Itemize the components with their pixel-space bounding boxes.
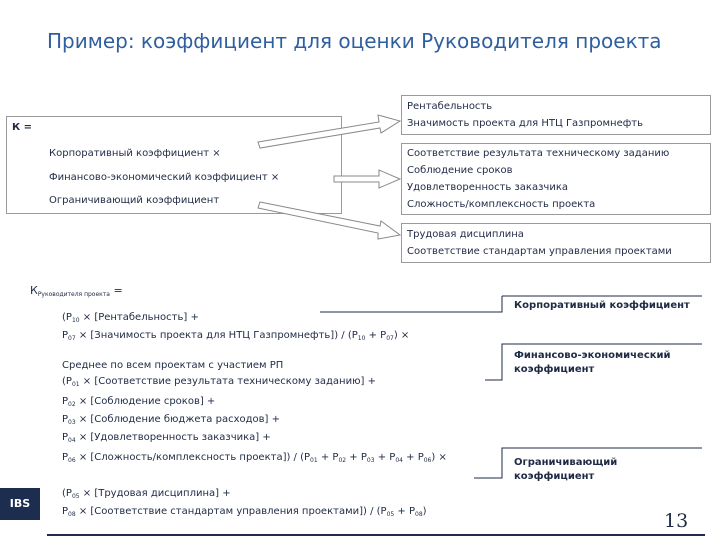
label-limiting-coefficient-2: коэффициент — [514, 471, 595, 482]
k-label: К = — [12, 122, 33, 133]
box-item-standards: Соответствие стандартам управления проектами — [407, 246, 672, 257]
limiting-coefficient-line: Ограничивающий коэффициент — [49, 195, 220, 206]
discipline-box — [401, 223, 711, 263]
formula-line-1: ($Р_{10}$ × [Рентабельность] + — [62, 312, 199, 324]
formula-line-5: $Р_{03}$ × [Соблюдение бюджета расходов] + — [62, 414, 281, 426]
formula-line-7: $Р_{06}$ × [Сложность/комплексность проекта]) / $(Р_{01} + Р_{02} + Р_{03} + Р_{04} + Р_{06})$ × — [62, 452, 447, 464]
formula-line-9: $Р_{08}$ × [Соответствие стандартам управления проектами]) / $(Р_{05} + Р_{08})$ — [62, 506, 427, 518]
box-item-significance: Значимость проекта для НТЦ Газпромнефть — [407, 118, 643, 129]
formula-eq: = — [109, 284, 123, 297]
page-title: Пример: коэффициент для оценки Руководителя проекта — [47, 29, 662, 53]
project-quality-box — [401, 143, 711, 215]
label-financial-coefficient-2: коэффициент — [514, 364, 595, 375]
formula-average-note: Среднее по всем проектам с участием РП — [62, 360, 284, 371]
box-item-customer-satisfaction: Удовлетворенность заказчика — [407, 182, 568, 193]
box-item-profitability: Рентабельность — [407, 101, 493, 112]
box-item-deadlines: Соблюдение сроков — [407, 165, 513, 176]
corporate-coefficient-line: Корпоративный коэффициент × — [49, 148, 221, 159]
label-corporate-coefficient: Корпоративный коэффициент — [514, 300, 690, 311]
footer-divider — [47, 534, 705, 536]
formula-k-sub: Руководителя проекта — [37, 291, 110, 298]
formula-line-3: ($Р_{01}$ × [Соответствие результата техническому заданию] + — [62, 376, 376, 388]
formula-heading — [30, 284, 123, 298]
label-financial-coefficient-1: Финансово-экономический — [514, 350, 671, 361]
label-limiting-coefficient-1: Ограничивающий — [514, 457, 618, 468]
page-number: 13 — [664, 510, 689, 532]
formula-line-4: $Р_{02}$ × [Соблюдение сроков] + — [62, 396, 216, 408]
financial-coefficient-line: Финансово-экономический коэффициент × — [49, 172, 280, 183]
bracket-corporate — [320, 296, 502, 312]
arrow-limiting — [258, 202, 400, 239]
formula-k: К — [30, 284, 38, 297]
formula-line-8: ($Р_{05}$ × [Трудовая дисциплина] + — [62, 488, 231, 500]
profitability-box — [401, 95, 711, 135]
box-item-spec-compliance: Соответствие результата техническому заданию — [407, 148, 670, 159]
box-item-complexity: Сложность/комплексность проекта — [407, 199, 596, 210]
formula-line-6: $Р_{04}$ × [Удовлетворенность заказчика] + — [62, 432, 271, 444]
arrow-corporate — [258, 115, 400, 148]
ibs-logo: IBS — [0, 488, 40, 520]
box-item-discipline: Трудовая дисциплина — [407, 229, 524, 240]
formula-line-2: $Р_{07}$ × [Значимость проекта для НТЦ Газпромнефть]) / $(Р_{10} + Р_{07})$ × — [62, 330, 410, 342]
arrow-financial — [334, 170, 400, 188]
